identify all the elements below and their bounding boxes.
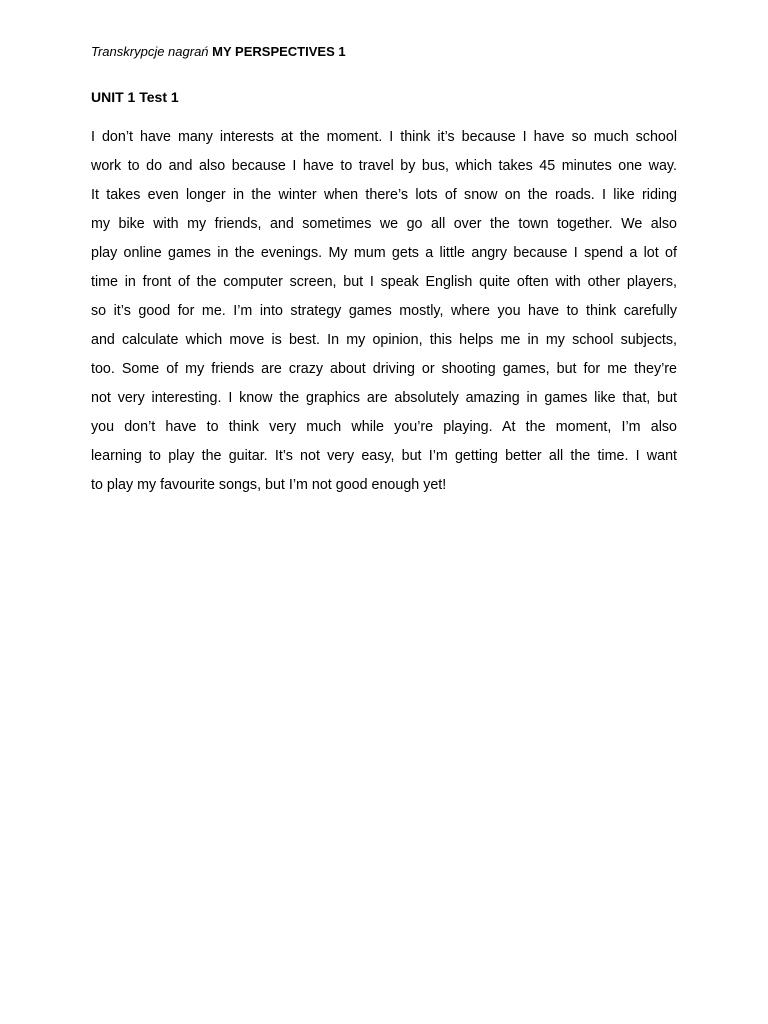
transcript-line: to play my favourite songs, but I’m not good enough yet! [91, 477, 447, 493]
transcript-line: so it’s good for me. I’m into strategy games mostly, where you have to think carefully [91, 303, 677, 319]
transcript-line: time in front of the computer screen, but I speak English quite often with other players, [91, 274, 677, 290]
transcript-paragraph [91, 123, 677, 500]
transcript-line: too. Some of my friends are crazy about driving or shooting games, but for me they’re [91, 361, 677, 377]
header-label-italic: Transkrypcje nagrań [91, 44, 209, 59]
transcript-line: It takes even longer in the winter when there’s lots of snow on the roads. I like riding [91, 187, 677, 203]
transcript-line: play online games in the evenings. My mum gets a little angry because I spend a lot of [91, 245, 677, 261]
transcript-line: you don’t have to think very much while you’re playing. At the moment, I’m also [91, 419, 677, 435]
transcript-line: I don’t have many interests at the moment. I think it’s because I have so much school [91, 129, 677, 145]
transcript-line: my bike with my friends, and sometimes we go all over the town together. We also [91, 216, 677, 232]
unit-heading: UNIT 1 Test 1 [91, 89, 179, 105]
transcript-line: learning to play the guitar. It’s not very easy, but I’m getting better all the time. I want [91, 448, 677, 464]
transcript-line: and calculate which move is best. In my opinion, this helps me in my school subjects, [91, 332, 677, 348]
running-header [91, 43, 346, 61]
transcript-line: work to do and also because I have to travel by bus, which takes 45 minutes one way. [91, 158, 677, 174]
transcript-line: not very interesting. I know the graphics are absolutely amazing in games like that, but [91, 390, 677, 406]
header-label-bold: MY PERSPECTIVES 1 [212, 44, 346, 59]
